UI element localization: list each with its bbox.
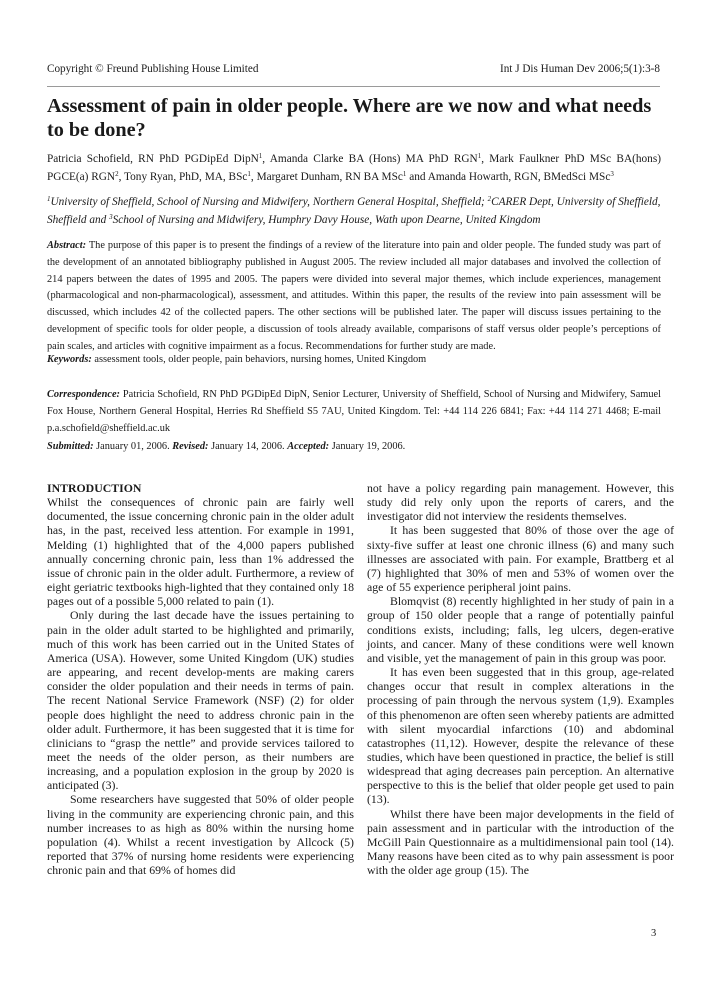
affiliation: University of Sheffield, School of Nursing and Midwifery, Northern General Hospital, Sheffield; (50, 196, 488, 208)
affiliation: School of Nursing and Midwifery, Humphry Davy House, Wath upon Dearne, United Kingdom (112, 214, 541, 226)
paper-title: Assessment of pain in older people. Where are we now and what needs to be done? (47, 95, 652, 141)
body-paragraph: Blomqvist (8) recently highlighted in her study of pain in a group of 150 older people that a range of potentially painful conditions exists, including; falls, leg ulcers, degen-erative joints, and cancer. Many of these conditions were well known and visible, yet the management of pain in this group was poor. (367, 594, 674, 665)
body-paragraph: Whilst the consequences of chronic pain are fairly well documented, the issue concerning chronic pain in the older adult has, in the past, received less attention. For example in 1991, Melding (1) highlighted that of the 4,000 papers published annually concerning chronic pain, less than 1% addressed the issue of chronic pain in the older adult. Furthermore, a review of eight geriatric textbooks high-lighted that they contained only 18 pages out of a possible 5,000 related to pain (1). (47, 495, 354, 609)
body-column-left (47, 481, 354, 877)
body-paragraph: It has been suggested that 80% of those over the age of sixty-five suffer at least one chronic illness (6) and many such illnesses are associated with pain. For example, Brattberg et al (7) highlighted that 30% of men and 53% of women over the age of 55 experience peripheral joint pains. (367, 523, 674, 595)
section-heading: INTRODUCTION (47, 481, 142, 495)
submitted-label: Submitted: (47, 441, 94, 452)
author: Patricia Schofield, RN PhD PGDipEd DipN$^1$, (47, 152, 270, 165)
submission-dates (47, 439, 661, 456)
abstract-text: The purpose of this paper is to present the findings of a review of the literature into pain and older people. The funded study was part of the development of an annotated bibliography published in August 2005. The review included all major databases and involved the collection of 214 papers between the dates of 1995 and 2005. The papers were divided into several major themes, which include experiences, management (pharmacological and non-pharmacological), assessment, and attitudes. Within this paper, the results of the review into pain assessment will be discussed, which includes 42 of the collected papers. The other sections will be published later. The paper will discuss issues pertaining to the development of specific tools for older people, a discussion of tools already available, comparisons of staff versus older people’s perceptions of pain scales, and articles with cognitive impairment as a focus. Recommendations for further study are made. (47, 240, 661, 352)
accepted-label: Accepted: (287, 441, 330, 452)
body-paragraph: Whilst there have been major developments in the field of pain assessment and in particular with the introduction of the McGill Pain Questionnaire as a multidimensional pain tool (14). Many reasons have been cited as to why pain assessment is poor with the older age group (15). The (367, 806, 674, 878)
revised-label: Revised: (172, 441, 209, 452)
abstract (47, 238, 661, 356)
correspondence-text: Patricia Schofield, RN PhD PGDipEd DipN, Senior Lecturer, University of Sheffield, School of Nursing and Midwifery, Samuel Fox House, Northern General Hospital, Herries Rd Sheffield S5 7AU, United Kingdom. Tel: +44 114 226 6841; Fax: +44 114 271 4468; E-mail p.a.schofield@sheffield.ac.uk (47, 389, 661, 434)
author: Margaret Dunham, RN BA MSc$^1$ and (256, 170, 428, 183)
affiliations: $^1$University of Sheffield, School of Nursing and Midwifery, Northern General Hospital, Sheffield; $^2$CARER Dept, University of Sheffield, Sheffield and $^3$School of Nursing and Midwifery, Humphry Davy House, Wath upon Dearne, United Kingdom (47, 195, 661, 226)
correspondence (47, 387, 661, 437)
affiliation: CARER Dept, University of Sheffield, Sheffield and (47, 196, 661, 226)
page-number: 3 (651, 928, 657, 939)
body-paragraph: Some researchers have suggested that 50% of older people living in the community are experiencing chronic pain, and this number increases to as high as 80% within the nursing home population (4). Whilst a recent investigation by Allcock (5) reported that 37% of nursing home residents were experiencing chronic pain and that 69% of homes did (47, 792, 354, 878)
keywords-label: Keywords: (47, 354, 92, 365)
author: Amanda Clarke BA (Hons) MA PhD RGN$^1$, (269, 152, 490, 165)
author: Amanda Howarth, RGN, BMedSci MSc$^3$ (427, 170, 614, 183)
running-header (47, 62, 660, 76)
submitted-date: January 01, 2006. (93, 441, 173, 452)
header-divider (47, 86, 660, 87)
keywords-text: assessment tools, older people, pain behaviors, nursing homes, United Kingdom (91, 354, 427, 365)
body-column-right (367, 481, 674, 877)
keywords (47, 352, 661, 369)
abstract-label: Abstract: (47, 240, 87, 251)
author-list (47, 150, 661, 186)
body-paragraph: It has even been suggested that in this group, age-related changes occur that result in complex alterations in the processing of pain through the nervous system (1,9). Examples of this phenomenon are often seen whereby patients are admitted with silent myocardial infarctions (10) and abdominal catastrophes (11,12). However, despite the relevance of these studies, which have been questioned in practice, the belief is still widespread that aging decreases pain perception. An alternative perspective to this is the belief that older people get used to pain (13). (367, 665, 674, 807)
copyright-notice: Copyright © Freund Publishing House Limited (47, 63, 259, 75)
revised-date: January 14, 2006. (208, 441, 288, 452)
author: Tony Ryan, PhD, MA, BSc$^1$, (124, 170, 257, 183)
accepted-date: January 19, 2006. (329, 441, 406, 452)
correspondence-label: Correspondence: (47, 389, 120, 400)
journal-citation: Int J Dis Human Dev 2006;5(1):3-8 (499, 63, 660, 75)
author: Mark Faulkner PhD MSc BA(hons) PGCE(a) RGN$^2$, (47, 153, 661, 183)
body-paragraph: not have a policy regarding pain management. However, this study did rely only upon the reports of carers, and the investigator did not interview the residents themselves. (367, 481, 674, 524)
body-paragraph: Only during the last decade have the issues pertaining to pain in the older adult started to be highlighted and primarily, much of this work has been carried out in the United States of America (USA). However, some United Kingdom (UK) studies are appearing, and recent develop-ments are making carers consider the older population and their needs in terms of pain. The recent National Service Framework (NSF) (2) for older people does highlight the need to address chronic pain in the older adult. Furthermore, it has been suggested that it is time for clinicians to “grasp the nettle” and provide services tailored to meet the needs of the older person, as their numbers are increasing, and a population explosion in the group by 2020 is anticipated (3). (47, 608, 354, 793)
